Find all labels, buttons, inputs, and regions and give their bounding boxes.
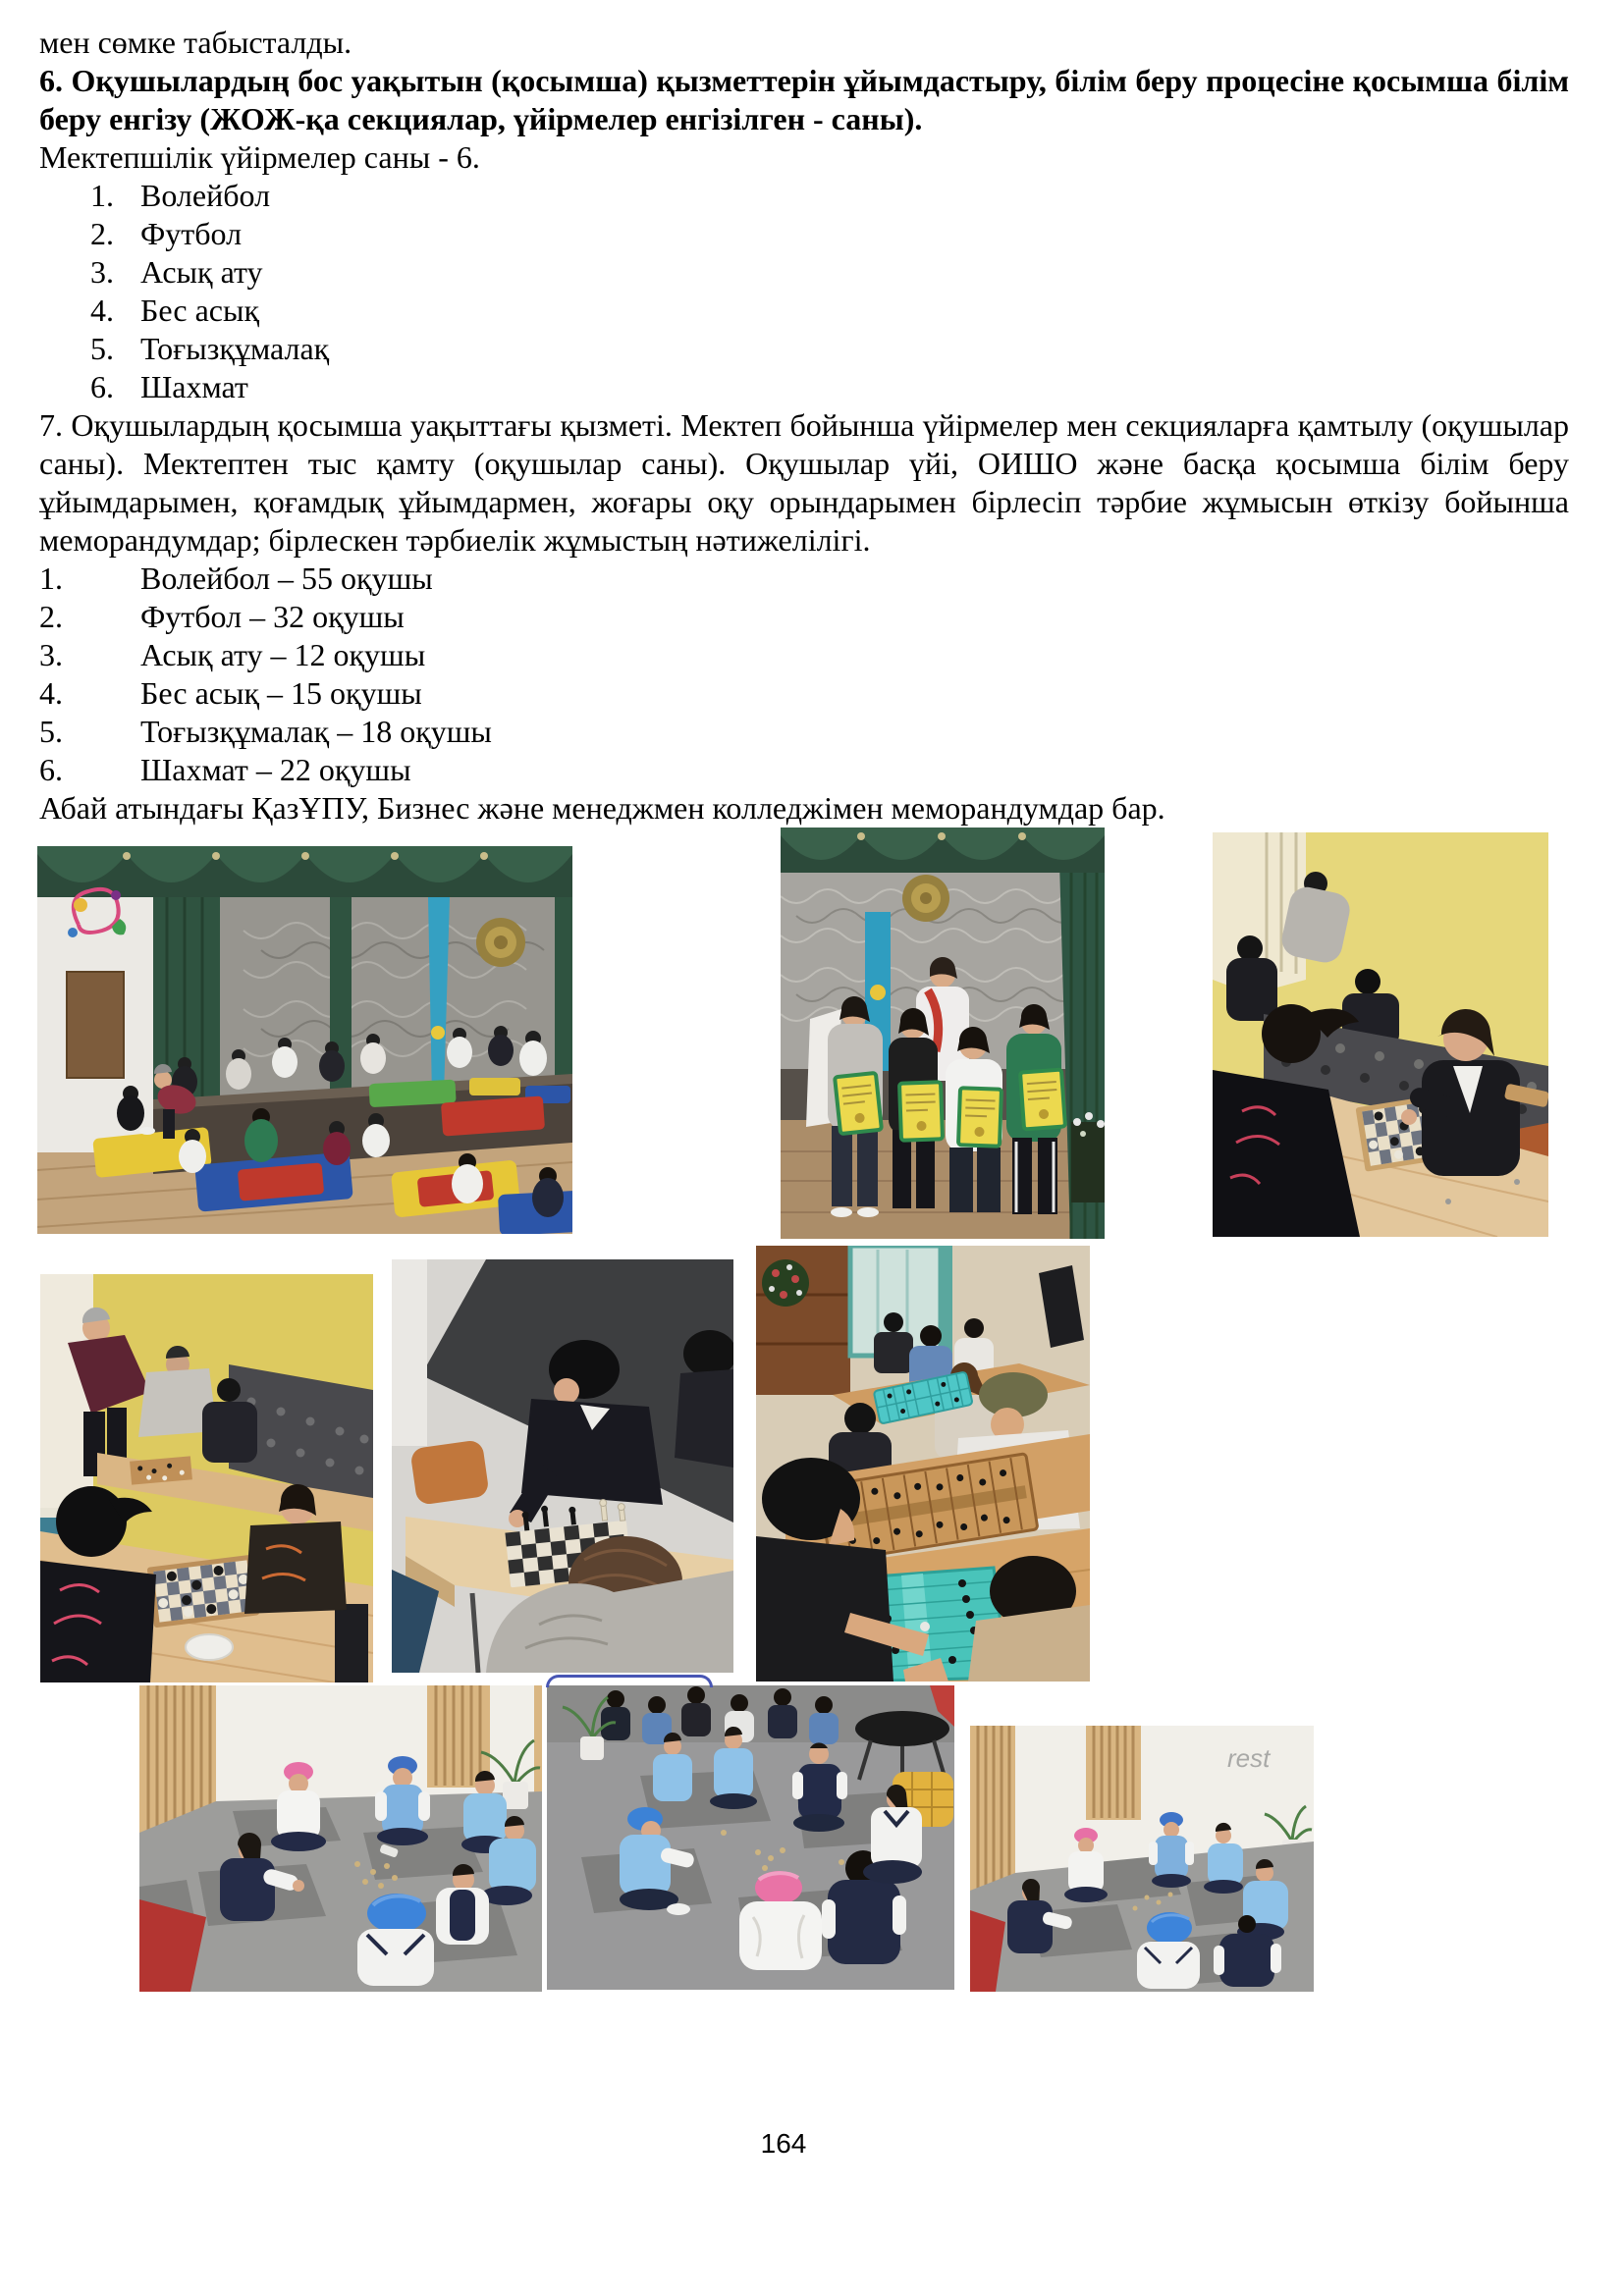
flowers bbox=[1071, 1112, 1105, 1202]
photo-asyk-circle-1 bbox=[139, 1685, 542, 1992]
orange-chair bbox=[409, 1439, 489, 1506]
enrollment-entry: Волейбол – 55 оқушы bbox=[140, 561, 433, 596]
list-item bbox=[39, 292, 1569, 330]
checkers-board bbox=[147, 1555, 260, 1629]
list-number: 2. bbox=[39, 599, 63, 634]
photo-asyk-circle-2 bbox=[547, 1685, 954, 1990]
club-name: Тоғызқұмалақ bbox=[140, 331, 330, 366]
list-number: 5. bbox=[39, 714, 63, 749]
memorandum-line: Абай атындағы ҚазҰПУ, Бизнес және менеджмен колледжімен меморандумдар бар. bbox=[39, 790, 1165, 826]
club-name: Футбол bbox=[140, 216, 243, 251]
list-number: 3. bbox=[39, 637, 63, 672]
door bbox=[67, 972, 124, 1078]
rest-wall-text: rest bbox=[1227, 1743, 1271, 1773]
club-name: Шахмат bbox=[140, 369, 248, 404]
list-number: 6. bbox=[90, 369, 114, 404]
wood-slats bbox=[970, 1726, 1015, 1891]
list-number: 1. bbox=[90, 178, 114, 213]
list-item bbox=[39, 674, 1569, 713]
list-item bbox=[39, 560, 1569, 598]
list-item bbox=[39, 330, 1569, 368]
photo-assembly-hall bbox=[37, 846, 572, 1234]
club-name: Волейбол bbox=[140, 178, 271, 213]
clubs-list bbox=[39, 177, 1569, 406]
list-item bbox=[39, 253, 1569, 292]
list-item bbox=[39, 636, 1569, 674]
list-number: 1. bbox=[39, 561, 63, 596]
section6-heading: 6. Оқушылардың бос уақытын (қосымша) қызметтерін ұйымдастыру, білім беру процесіне қосымша білім беру енгізу (ЖОЖ-қа секциялар, үйірмелер енгізілген - саны). bbox=[39, 63, 1569, 136]
enrollment-entry: Футбол – 32 оқушы bbox=[140, 599, 405, 634]
list-number: 6. bbox=[39, 752, 63, 787]
section7-paragraph: 7. Оқушылардың қосымша уақыттағы қызметі. Мектеп бойынша үйірмелер мен секцияларға қамтылу (оқушылар саны). Мектептен тыс қамту (оқушылар саны). Оқушылар үйі, ОИШО және басқа қосымша білім беру ұйымдарымен, қоғамдық ұйымдармен, жоғары оқу орындарымен бірлесіп тәрбие жұмысын өткізу бойынша меморандумдар; бірлескен тәрбиелік жұмыстың нәтижелілігі. bbox=[39, 407, 1569, 558]
photo-chess-boys bbox=[392, 1259, 733, 1673]
photo-asyk-circle-rest bbox=[970, 1726, 1314, 1992]
text-block bbox=[0, 24, 1624, 828]
blue-line-shape bbox=[546, 1675, 713, 1687]
kazakh-emblem bbox=[476, 918, 525, 967]
enrollment-list bbox=[39, 560, 1569, 789]
list-item bbox=[39, 215, 1569, 253]
list-item bbox=[39, 177, 1569, 215]
photo-checkers-girls bbox=[1213, 832, 1548, 1237]
plastic-bag bbox=[186, 1634, 233, 1660]
enrollment-entry: Шахмат – 22 оқушы bbox=[140, 752, 411, 787]
list-number: 2. bbox=[90, 216, 114, 251]
list-number: 3. bbox=[90, 254, 114, 290]
clubs-count-line: Мектепшілік үйірмелер саны - 6. bbox=[39, 139, 480, 175]
list-item bbox=[39, 751, 1569, 789]
list-item bbox=[39, 598, 1569, 636]
enrollment-entry: Тоғызқұмалақ – 18 оқушы bbox=[140, 714, 492, 749]
photo-certificate-winners bbox=[781, 828, 1105, 1239]
club-name: Асық ату bbox=[140, 254, 263, 290]
kid-blue-beret-back bbox=[357, 1894, 434, 1986]
intro-line: мен сөмке табысталды. bbox=[39, 25, 352, 60]
enrollment-entry: Асық ату – 12 оқушы bbox=[140, 637, 426, 672]
list-number: 5. bbox=[90, 331, 114, 366]
list-number: 4. bbox=[39, 675, 63, 711]
club-name: Бес асық bbox=[140, 293, 260, 328]
list-item bbox=[39, 368, 1569, 406]
list-item bbox=[39, 713, 1569, 751]
flower-wreath bbox=[762, 1259, 809, 1307]
kazakh-emblem bbox=[902, 875, 949, 922]
photo-checkers-classroom bbox=[40, 1274, 373, 1682]
page-number: 164 bbox=[760, 2128, 807, 2159]
photo-toguzkumalak bbox=[756, 1246, 1090, 1682]
list-number: 4. bbox=[90, 293, 114, 328]
enrollment-entry: Бес асық – 15 оқушы bbox=[140, 675, 422, 711]
